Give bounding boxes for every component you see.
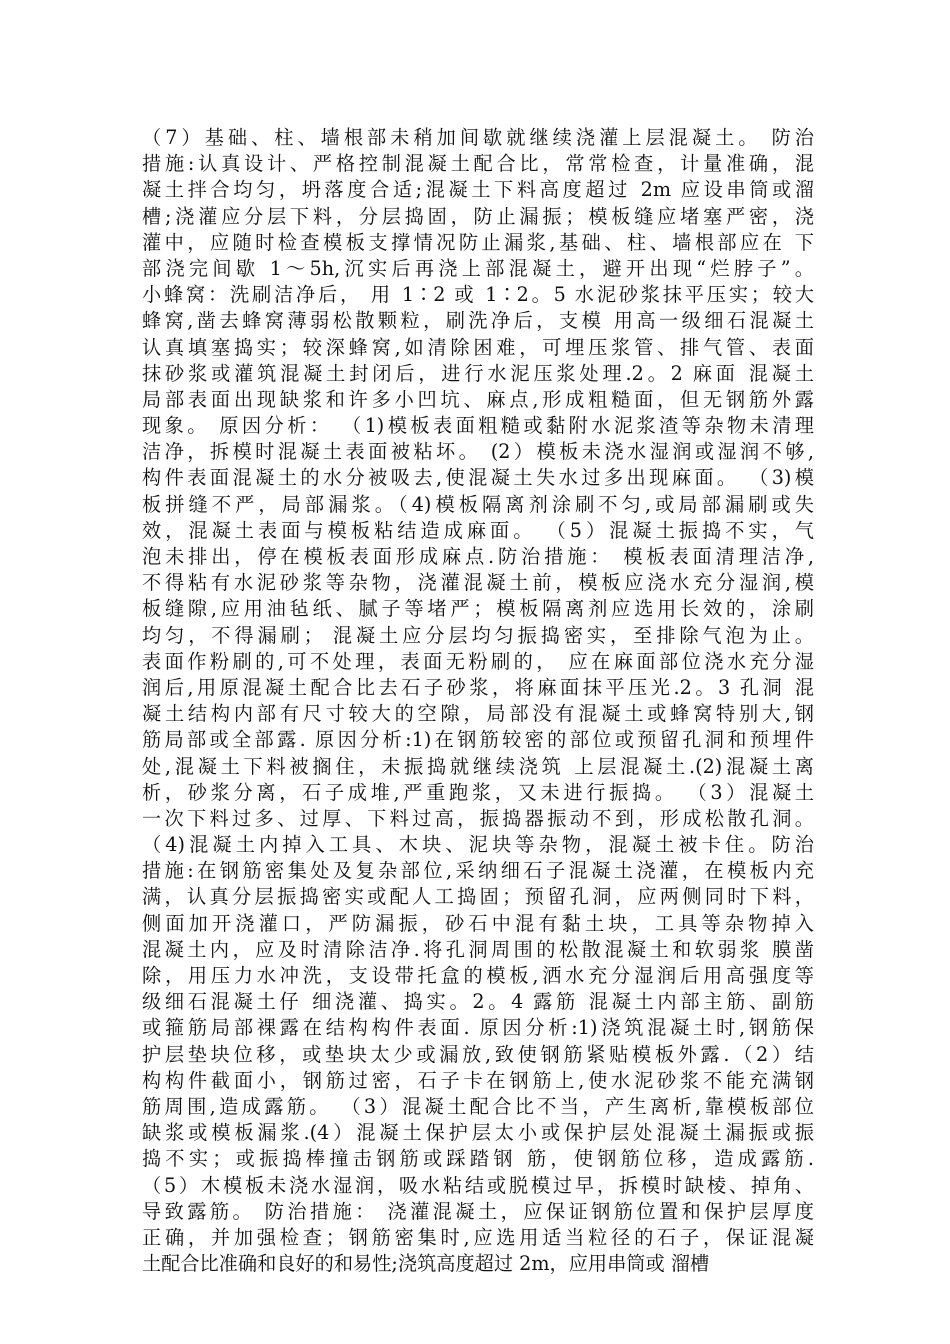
text-line: 构件表面混凝土的水分被吸去,使混凝土失水过多出现麻面。 （3)模: [142, 466, 814, 490]
text-line: 级细石混凝土仔 细浇灌、捣实。2。4 露筋 混凝土内部主筋、副筋: [142, 990, 814, 1014]
text-line: 现象。 原因分析： （1)模板表面粗糙或黏附水泥浆渣等杂物未清理: [142, 414, 814, 438]
text-line: 洁净，拆模时混凝土表面被粘坏。 (2）模板未浇水湿润或湿润不够,: [142, 440, 814, 464]
text-line: 缺浆或模板漏浆.(4）混凝土保护层太小或保护层处混凝土漏振或振: [142, 1121, 814, 1145]
text-line: 凝土拌合均匀，坍落度合适;混凝土下料高度超过 2m 应设串筒或溜: [142, 178, 814, 202]
text-line: （7）基础、柱、墙根部未稍加间歇就继续浇灌上层混凝土。 防治: [142, 126, 814, 149]
text-line: 一次下料过多、过厚、下料过高，振捣器振动不到，形成松散孔洞。: [142, 806, 814, 830]
text-line: 局部表面出现缺浆和许多小凹坑、麻点,形成粗糙面，但无钢筋外露: [142, 387, 814, 411]
text-line: 凝土结构内部有尺寸较大的空隙，局部没有混凝土或蜂窝特别大,钢: [142, 702, 814, 726]
text-line: 导致露筋。 防治措施： 浇灌混凝土，应保证钢筋位置和保护层厚度: [142, 1199, 814, 1223]
text-line: 抹砂浆或灌筑混凝土封闭后，进行水泥压浆处理.2。2 麻面 混凝土: [142, 361, 814, 385]
text-line: 板拼缝不严，局部漏浆。（4)模板隔离剂涂刷不匀,或局部漏刷或失: [142, 492, 814, 516]
text-line: 混凝土内，应及时清除洁净.将孔洞周围的松散混凝土和软弱浆 膜凿: [142, 937, 814, 961]
text-line: 除，用压力水冲洗，支设带托盒的模板,洒水充分湿润后用高强度等: [142, 964, 814, 987]
text-line: 构构件截面小，钢筋过密，石子卡在钢筋上,使水泥砂浆不能充满钢: [142, 1068, 814, 1092]
text-line: 筋局部或全部露. 原因分析:1)在钢筋较密的部位或预留孔洞和预埋件: [142, 728, 814, 752]
text-line: 不得粘有水泥砂浆等杂物，浇灌混凝土前，模板应浇水充分湿润,模: [142, 571, 814, 595]
text-line: 捣不实；或振捣棒撞击钢筋或踩踏钢 筋，使钢筋位移，造成露筋.: [142, 1147, 814, 1171]
text-line: 措施:认真设计、严格控制混凝土配合比，常常检查，计量准确，混: [142, 152, 814, 176]
text-line: 侧面加开浇灌口，严防漏振，砂石中混有黏土块，工具等杂物掉入: [142, 911, 814, 935]
text-line: （5）木模板未浇水湿润，吸水粘结或脱模过早，拆模时缺棱、掉角、: [142, 1173, 814, 1197]
text-line: 土配合比准确和良好的和易性;浇筑高度超过 2m，应用串筒或 溜槽: [142, 1252, 710, 1276]
text-line: 板缝隙,应用油毡纸、腻子等堵严；模板隔离剂应选用长效的，涂刷: [142, 597, 814, 621]
body-text: [142, 125, 814, 1277]
text-line: 认真填塞捣实；较深蜂窝,如清除困难，可埋压浆管、排气管、表面: [142, 335, 814, 359]
text-line: （4)混凝土内掉入工具、木块、泥块等杂物，混凝土被卡住。防治: [142, 833, 814, 857]
text-line: 或箍筋局部裸露在结构构件表面. 原因分析:1)浇筑混凝土时,钢筋保: [142, 1016, 814, 1040]
text-line: 槽;浇灌应分层下料，分层捣固，防止漏振；模板缝应堵塞严密，浇: [142, 204, 814, 228]
text-line: 处,混凝土下料被搁住，未振捣就继续浇筑 上层混凝土.(2)混凝土离: [142, 754, 814, 778]
text-line: 小蜂窝：洗刷洁净后， 用 1∶2 或 1∶2。5 水泥砂浆抹平压实；较大: [142, 283, 814, 307]
text-line: 措施:在钢筋密集处及复杂部位,采纳细石子混凝土浇灌，在模板内充: [142, 859, 814, 883]
text-line: 析，砂浆分离，石子成堆,严重跑浆，又未进行振捣。 （3）混凝土: [142, 780, 814, 804]
text-line: 蜂窝,凿去蜂窝薄弱松散颗粒，刷洗净后，支模 用高一级细石混凝土: [142, 309, 814, 333]
text-line: 部浇完间歇 1～5h,沉实后再浇上部混凝土，避开出现“烂脖子”。: [142, 256, 814, 280]
text-line: 均匀，不得漏刷； 混凝土应分层均匀振捣密实，至排除气泡为止。: [142, 623, 814, 647]
text-line: 润后,用原混凝土配合比去石子砂浆，将麻面抹平压光.2。3 孔洞 混: [142, 675, 814, 699]
text-line: 泡未排出，停在模板表面形成麻点.防治措施： 模板表面清理洁净,: [142, 545, 814, 568]
text-line: 灌中，应随时检查模板支撑情况防止漏浆,基础、柱、墙根部应在 下: [142, 230, 814, 254]
text-line: 满，认真分层振捣密实或配人工捣固；预留孔洞，应两侧同时下料，: [142, 885, 814, 909]
text-line: 筋周围,造成露筋。 （3）混凝土配合比不当，产生离析,靠模板部位: [142, 1094, 814, 1118]
text-line: 表面作粉刷的,可不处理，表面无粉刷的， 应在麻面部位浇水充分湿: [142, 649, 814, 673]
text-line: 效，混凝土表面与模板粘结造成麻面。 （5）混凝土振捣不实，气: [142, 518, 814, 542]
text-line: 正确，并加强检查；钢筋密集时,应选用适当粒径的石子，保证混凝: [142, 1225, 814, 1249]
text-line: 护层垫块位移，或垫块太少或漏放,致使钢筋紧贴模板外露.（2）结: [142, 1042, 814, 1066]
